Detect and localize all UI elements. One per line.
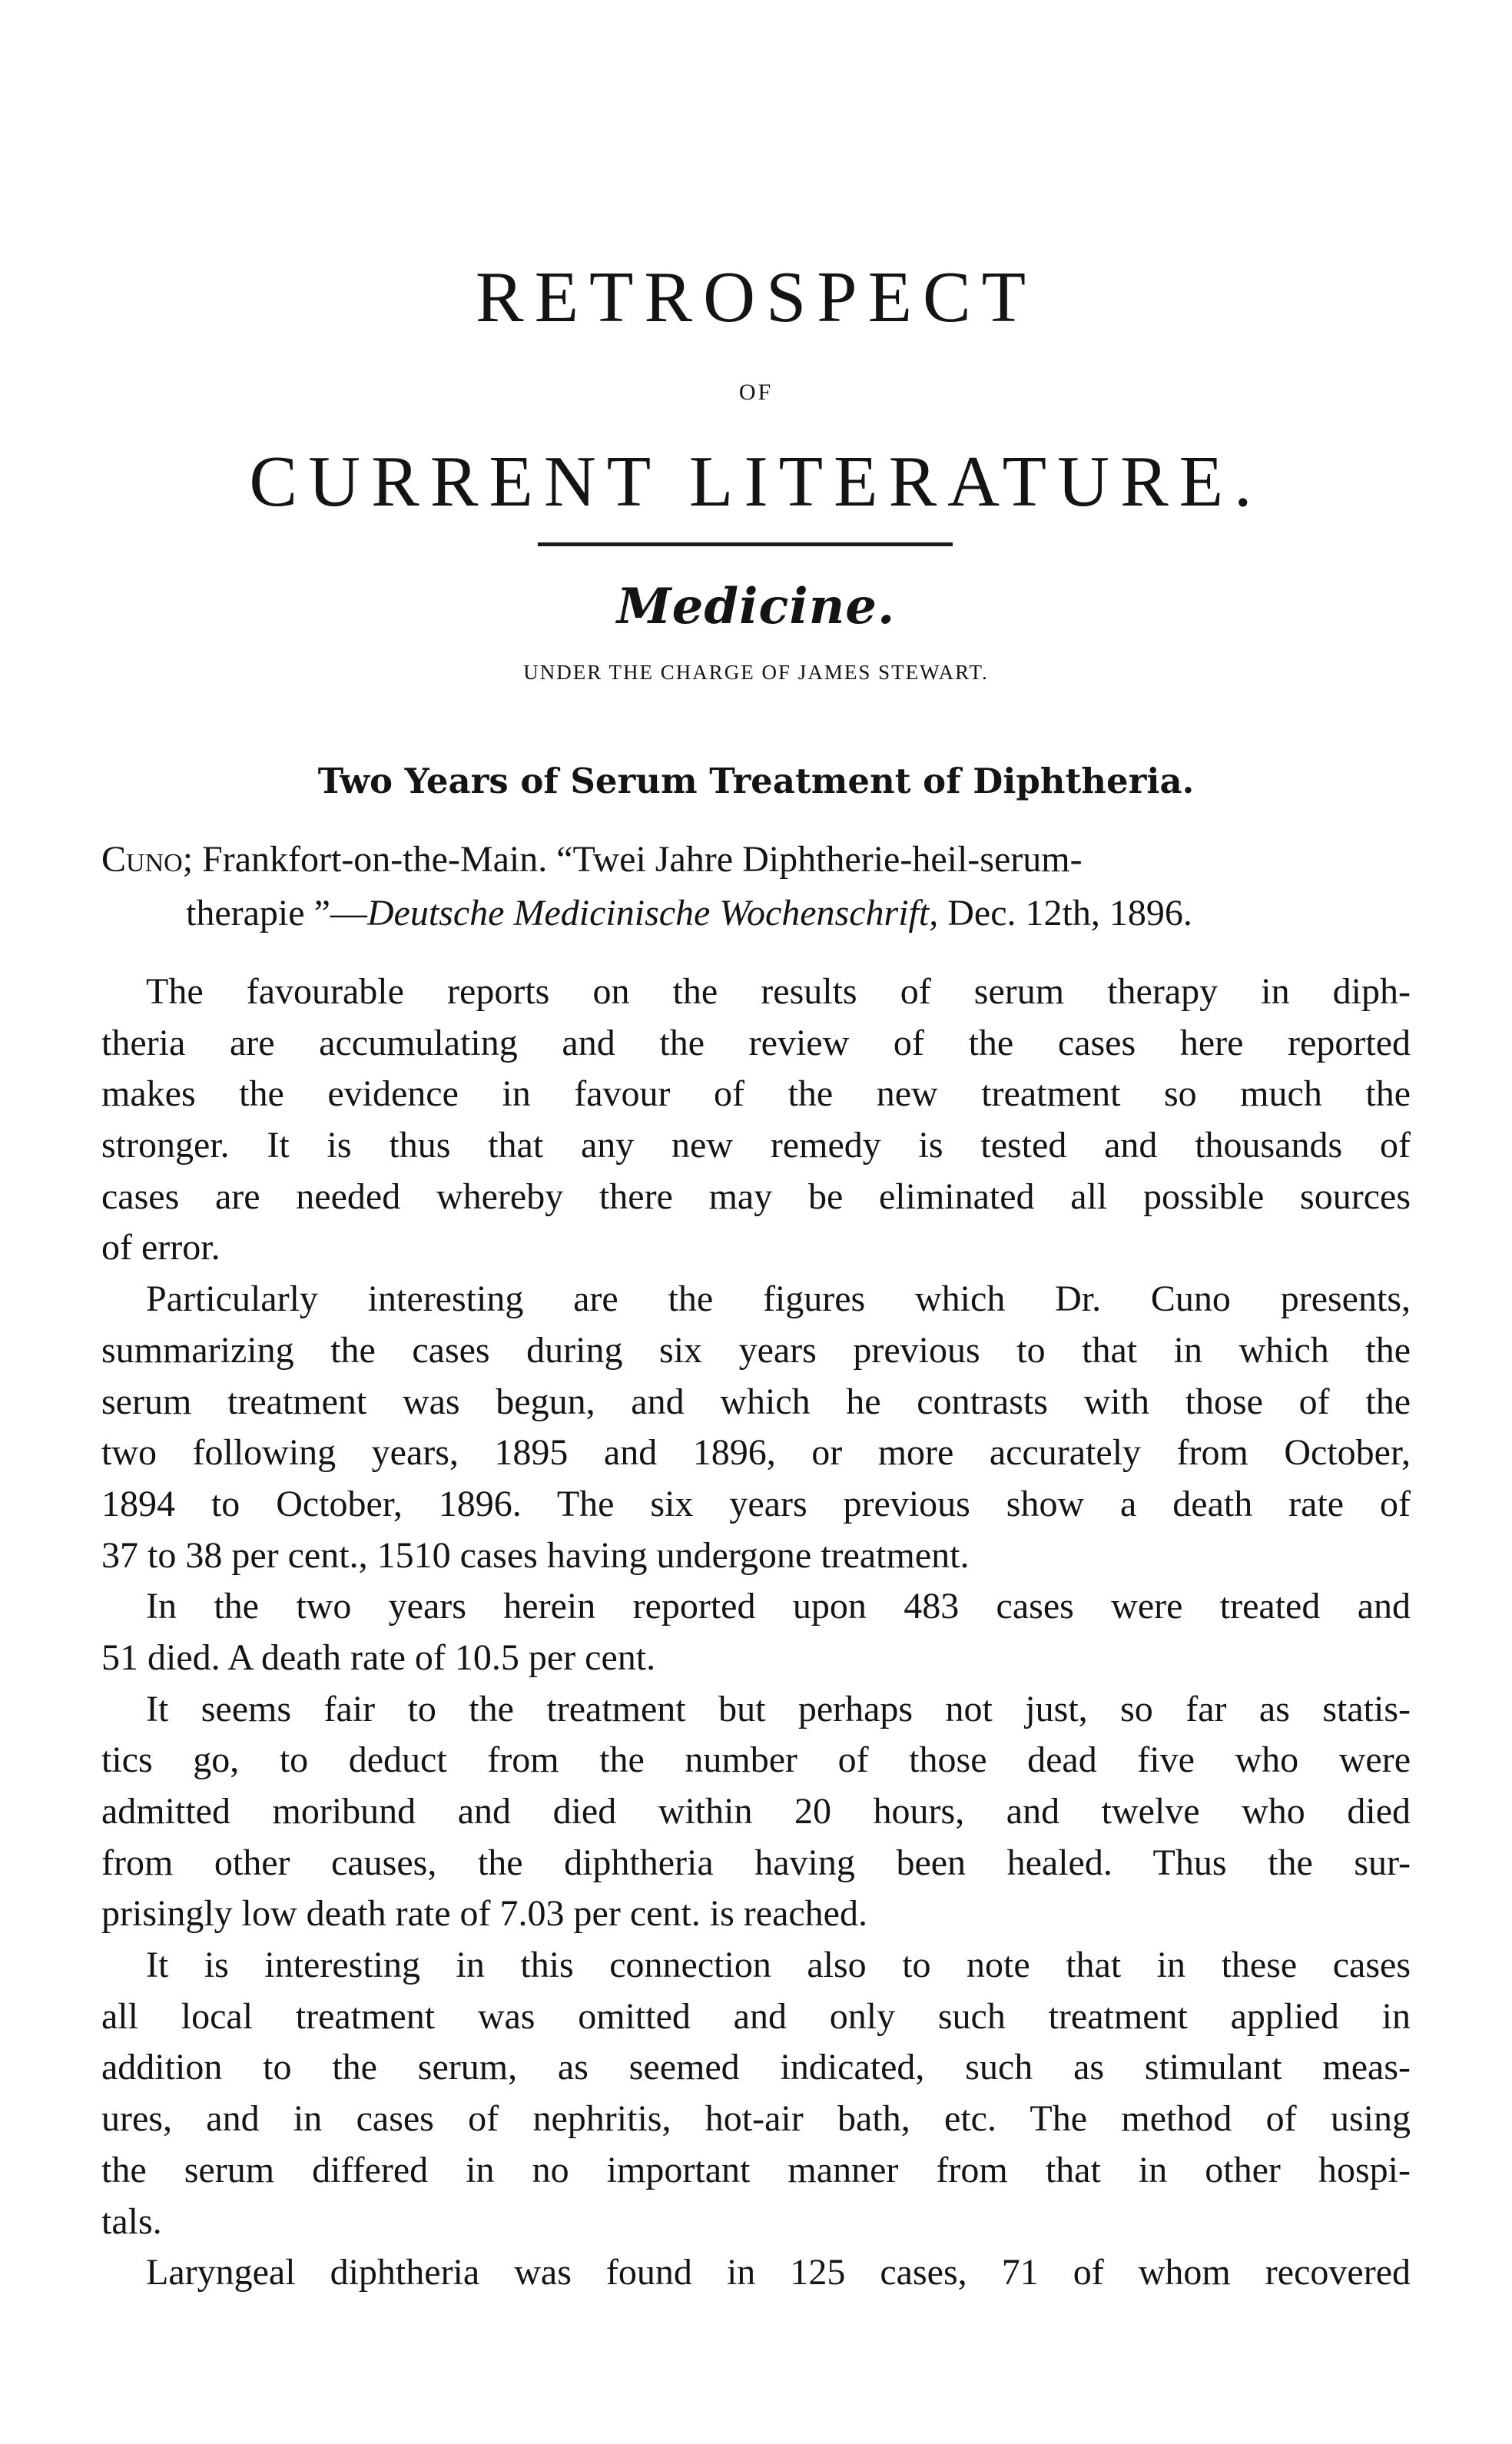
section-heading: Medicine.	[616, 578, 896, 635]
body-line: It is interesting in this connection also to note that in these cases	[146, 1945, 1411, 1986]
body-line: It seems fair to the treatment but perhaps not just, so far as statis-	[146, 1688, 1411, 1729]
title-line-current-literature: CURRENT LITERATURE.	[249, 442, 1263, 522]
body-line: all local treatment was omitted and only such treatment applied in	[101, 1995, 1411, 2037]
body-line: ures, and in cases of nephritis, hot-air bath, etc. The method of using	[101, 2098, 1411, 2140]
body-line: addition to the serum, as seemed indicated, such as stimulant meas-	[101, 2047, 1411, 2088]
body-line: two following years, 1895 and 1896, or more accurately from October,	[101, 1432, 1411, 1474]
body-line: makes the evidence in favour of the new treatment so much the	[101, 1073, 1411, 1115]
citation-author: Cuno	[101, 839, 183, 880]
body-line: Particularly interesting are the figures which Dr. Cuno presents,	[146, 1278, 1411, 1320]
body-line: Laryngeal diphtheria was found in 125 cases, 71 of whom recovered	[146, 2252, 1411, 2293]
body-line: tals.	[101, 2200, 162, 2242]
body-line: the serum differed in no important manner from that in other hospi-	[101, 2149, 1411, 2190]
body-line: stronger. It is thus that any new remedy is tested and thousands of	[101, 1125, 1411, 1166]
body-line: theria are accumulating and the review of the cases here reported	[101, 1022, 1411, 1063]
article-title: Two Years of Serum Treatment of Diphtheria.	[317, 761, 1195, 801]
body-line: of error.	[101, 1227, 220, 1268]
title-line-retrospect: RETROSPECT	[475, 257, 1037, 337]
body-line: summarizing the cases during six years previous to that in which the	[101, 1329, 1411, 1371]
citation-source: ; Frankfort-on-the-Main. “Twei Jahre Diphtherie-heil-serum-	[182, 839, 1083, 880]
body-line: cases are needed whereby there may be eliminated all possible sources	[101, 1176, 1411, 1217]
title-divider	[538, 542, 953, 546]
section-editor-line: UNDER THE CHARGE OF JAMES STEWART.	[523, 661, 989, 684]
citation-line-2	[186, 887, 1495, 940]
citation-date: Dec. 12th, 1896.	[938, 893, 1192, 933]
body-line: The favourable reports on the results of serum therapy in diph-	[146, 971, 1411, 1012]
body-line: prisingly low death rate of 7.03 per cent. is reached.	[101, 1893, 867, 1935]
citation-line-1	[101, 833, 1411, 887]
body-line: from other causes, the diphtheria having been healed. Thus the sur-	[101, 1842, 1411, 1883]
body-line: serum treatment was begun, and which he contrasts with those of the	[101, 1381, 1411, 1422]
body-line: 51 died. A death rate of 10.5 per cent.	[101, 1637, 656, 1678]
article-body	[101, 967, 1411, 2299]
title-of: OF	[738, 380, 774, 405]
body-line: 37 to 38 per cent., 1510 cases having undergone treatment.	[101, 1534, 970, 1576]
body-line: In the two years herein reported upon 483 cases were treated and	[146, 1586, 1411, 1627]
body-line: admitted moribund and died within 20 hours, and twelve who died	[101, 1791, 1411, 1832]
body-line: 1894 to October, 1896. The six years previous show a death rate of	[101, 1483, 1411, 1524]
body-line: tics go, to deduct from the number of those dead five who were	[101, 1739, 1411, 1781]
citation-title-end: therapie ”—	[186, 893, 367, 933]
citation-journal: Deutsche Medicinische Wochenschrift,	[366, 893, 939, 933]
